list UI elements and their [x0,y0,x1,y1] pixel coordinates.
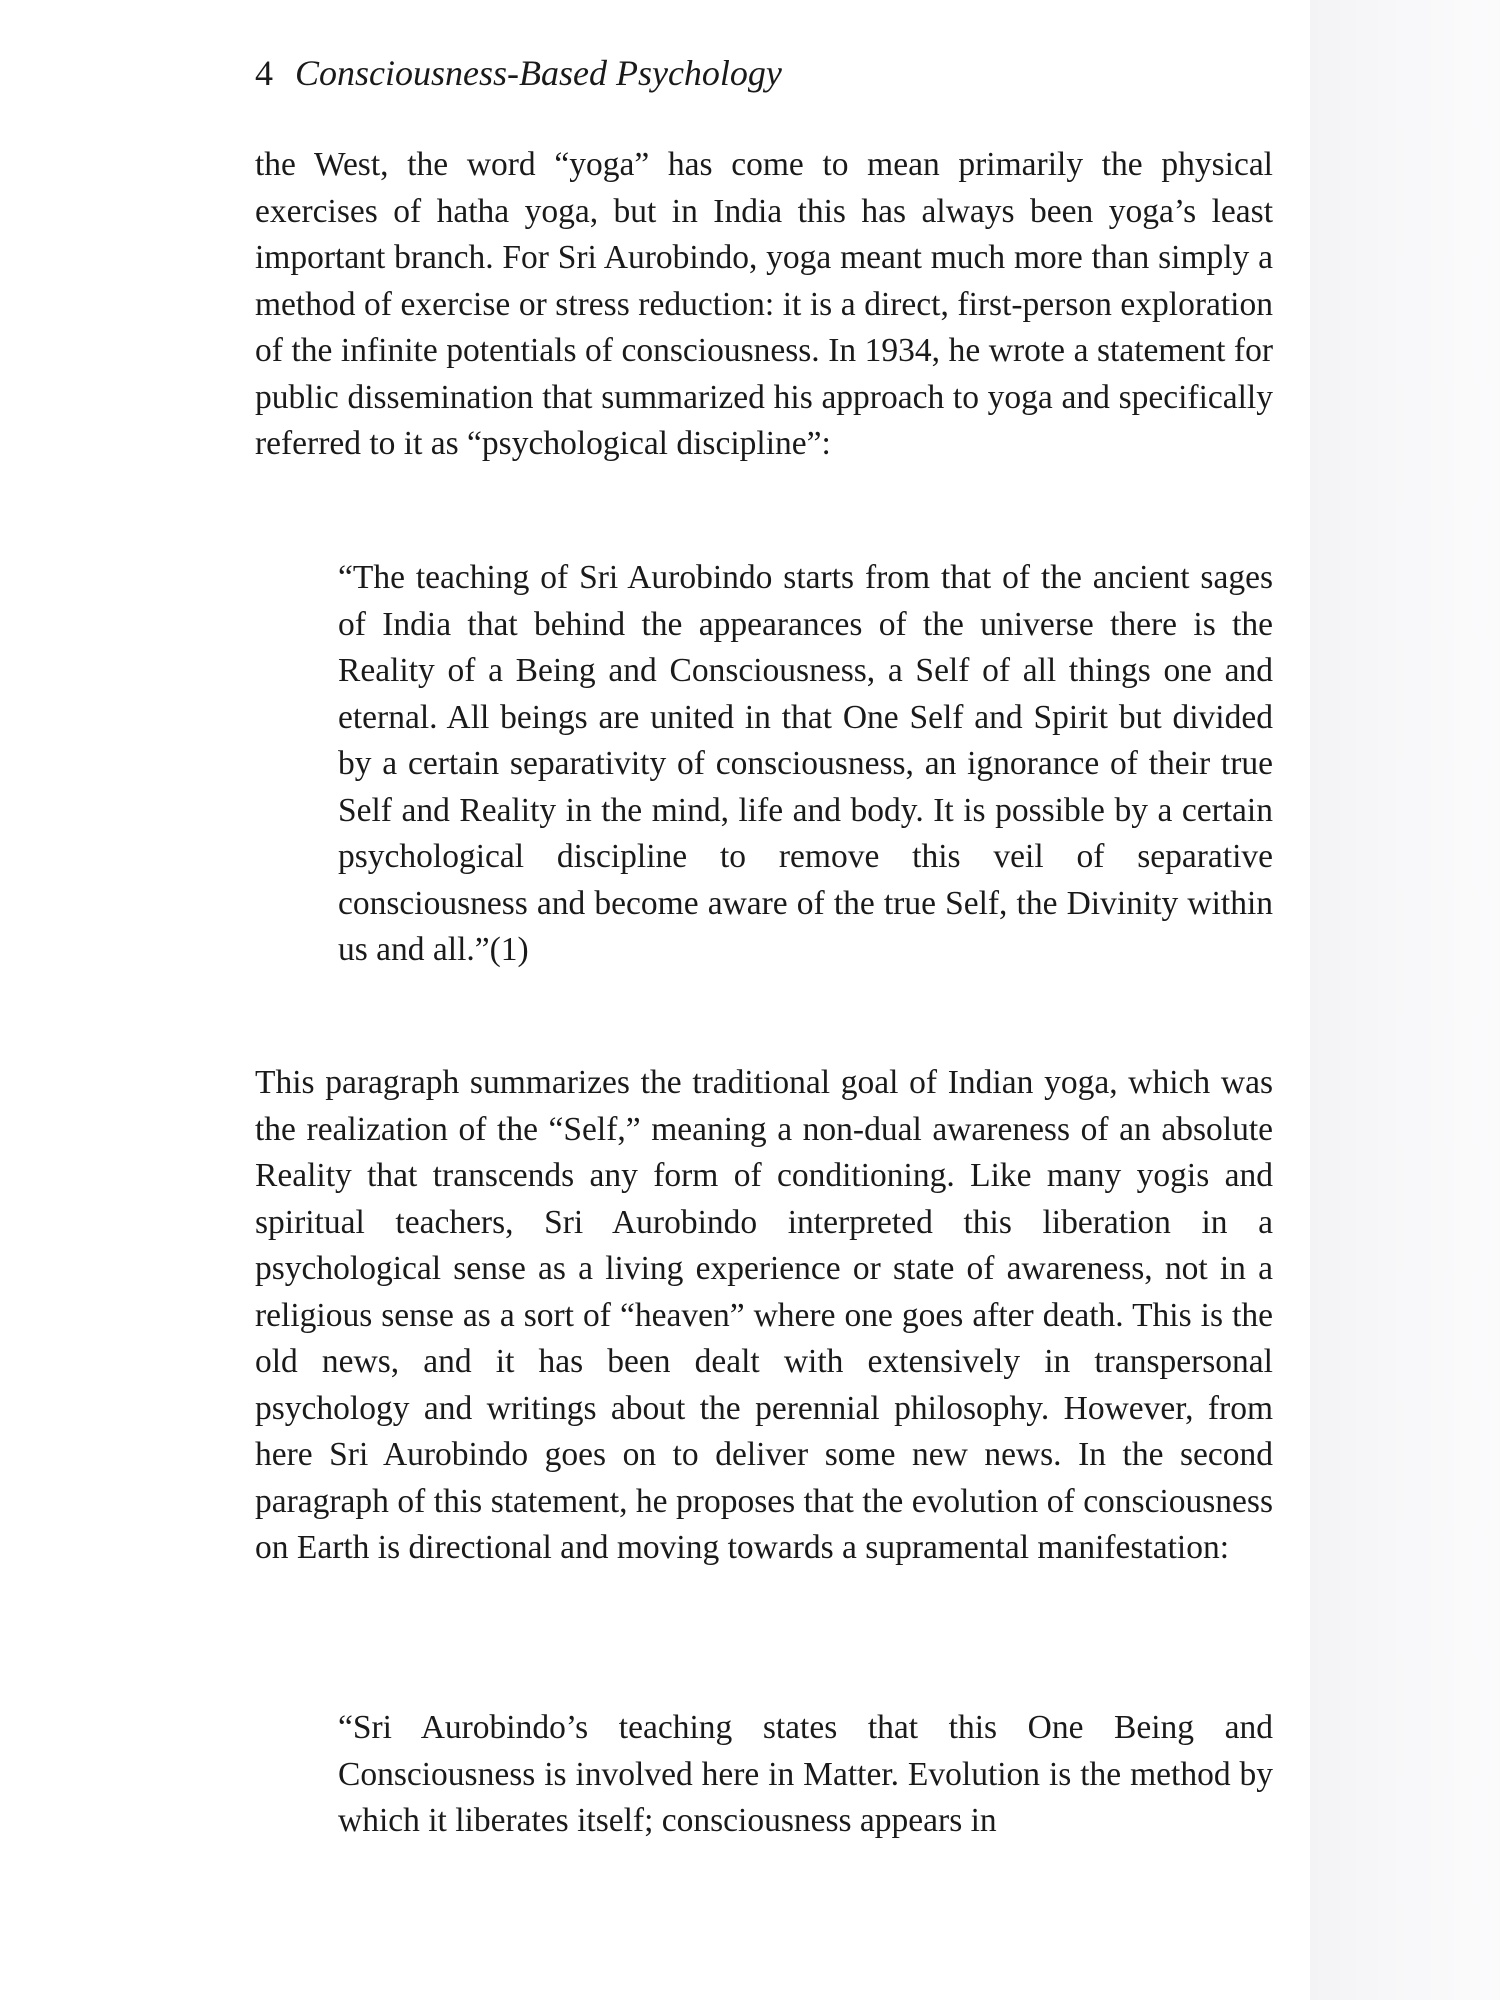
quote-text: “The teaching of Sri Aurobindo starts from that of the ancient sages of India that behind the appearances of the universe there is the Reality of a Being and Consciousness, a Self of all things one and eternal. All beings are united in that One Self and Spirit but divided by a certain separativity of consciousness, an ignorance of their true Self and Reality in the mind, life and body. It is possible by a certain psychological discipline to remove this veil of separative consciousness and become aware of the true Self, the Divinity within us and all.”(1) [338,559,1273,968]
page-edge-shadow [1310,0,1500,2000]
running-head [255,48,782,98]
body-paragraph-1 [255,142,1273,468]
paragraph-text: the West, the word “yoga” has come to mean primarily the physical exercises of hatha yoga, but in India this has always been yoga’s least important branch. For Sri Aurobindo, yoga meant much more than simply a method of exercise or stress reduction: it is a direct, first-person exploration of the infinite potentials of consciousness. In 1934, he wrote a statement for public dissemination that summarized his approach to yoga and specifically referred to it as “psychological discipline”: [255,146,1273,462]
body-paragraph-2 [255,1060,1273,1572]
quote-text: “Sri Aurobindo’s teaching states that this One Being and Consciousness is involved here in Matter. Evolution is the method by which it liberates itself; consciousness appears in [338,1709,1273,1839]
block-quote-2 [338,1705,1273,1845]
page-number: 4 [255,53,273,93]
block-quote-1 [338,555,1273,974]
book-title: Consciousness-Based Psychology [295,53,782,93]
paragraph-text: This paragraph summarizes the traditional goal of Indian yoga, which was the realization of the “Self,” meaning a non-dual awareness of an absolute Reality that transcends any form of conditioning. Like many yogis and spiritual teachers, Sri Aurobindo interpreted this liberation in a psychological sense as a living experience or state of awareness, not in a religious sense as a sort of “heaven” where one goes after death. This is the old news, and it has been dealt with extensively in transpersonal psychology and writings about the perennial philosophy. However, from here Sri Aurobindo goes on to deliver some new news. In the second paragraph of this statement, he proposes that the evolution of consciousness on Earth is directional and moving towards a supramental manifestation: [255,1064,1273,1566]
